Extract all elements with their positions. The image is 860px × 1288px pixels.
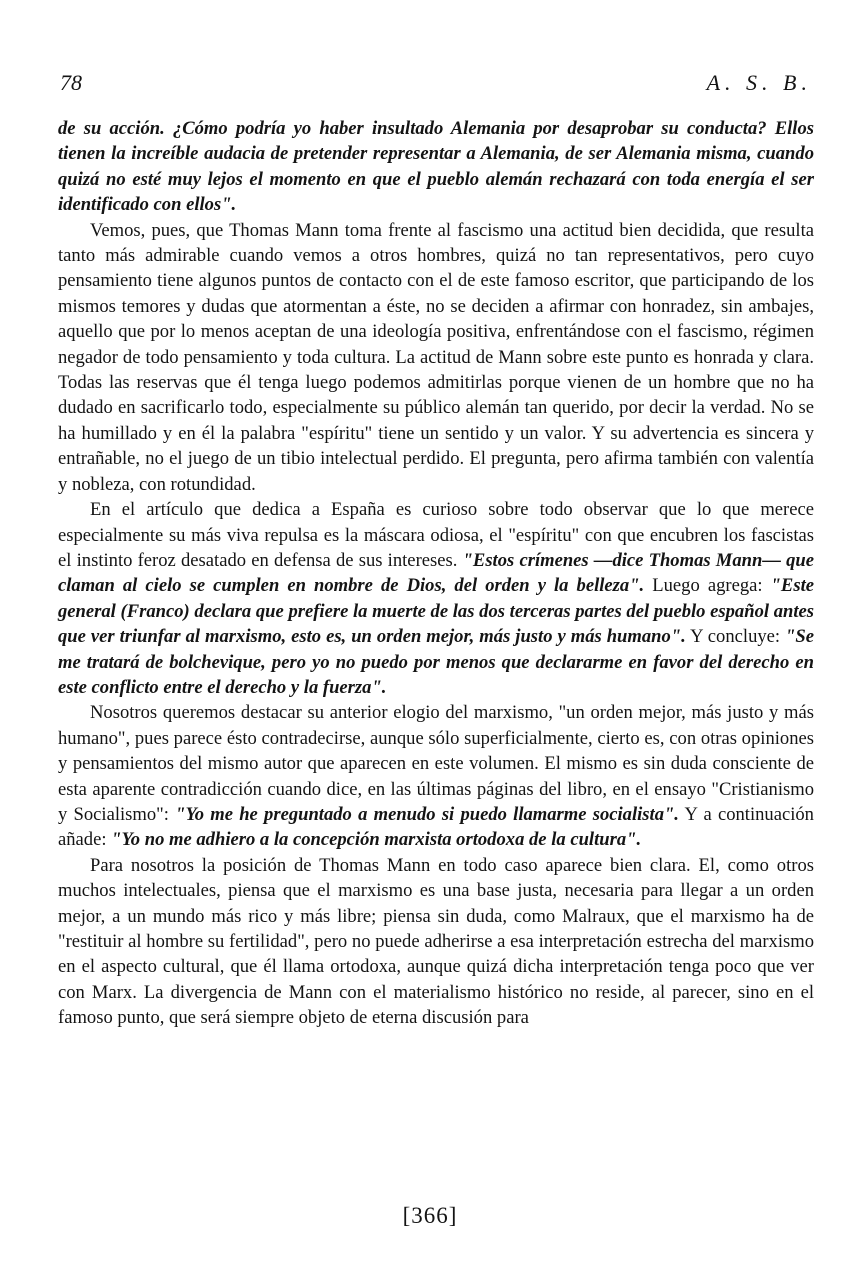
text-run: Luego agrega:: [644, 575, 771, 597]
quote-continuation: [58, 116, 814, 218]
text-run: Vemos, pues, que Thomas Mann toma frente al fascismo una actitud bien decidida, que resulta tanto más admirable cuando vemos a otros hombres, quizá no tan representativos, pero cuyo pensamiento tiene algunos puntos de contacto con el de este famoso escritor, que participando de los mismos temores y dudas que atormentan a éste, no se deciden a afirmar con honradez, sin ambajes, aquello que por lo menos aceptan de una ideología positiva, enfrentándose con el fascismo, régimen negador de todo pensamiento y toda cultura. La actitud de Mann sobre este punto es honrada y clara. Todas las reservas que él tenga luego podemos admitirlas porque vienen de un hombre que no ha dudado en sacrificarlo todo, especialmente su público alemán tan querido, por decir la verdad. No se ha humillado y en él la palabra "espíritu" tiene un sentido y un valor. Y su advertencia es sincera y entrañable, no el juego de un tibio intelectual perdido. El pregunta, pero afirma también con valentía y nobleza, con rotundidad.: [58, 219, 814, 495]
paragraph: [58, 700, 814, 852]
folio-number: [366]: [402, 1203, 458, 1228]
page-number: 78: [60, 70, 82, 95]
italic-quote: "Yo no me adhiero a la concepción marxista ortodoxa de la cultura".: [111, 829, 642, 851]
text-run: Nosotros queremos destacar su anterior elogio del marxismo, "un orden mejor, más justo y más humano", pues parece ésto contradecirse, aunque sólo superficialmente, cierto es, con otras opiniones y pensamientos del mismo autor que aparecen en este volumen. El mismo es sin duda consciente de esta aparente contradicción cuando dice, en las últimas páginas del libro, en el ensayo "Cristianismo y Socialismo":: [58, 702, 814, 825]
running-title: A. S. B.: [706, 70, 812, 95]
italic-quote: "Estos crímenes —dice Thomas Mann— que claman al cielo se cumplen en nombre de Dios, del orden y la belleza".: [58, 549, 814, 597]
text-run: En el artículo que dedica a España es curioso sobre todo observar que lo que merece especialmente su más viva repulsa es la máscara odiosa, el "espíritu" con que encubren los fascistas el instinto feroz desatado en defensa de sus intereses.: [58, 499, 814, 571]
text-run: Y a continuación añade:: [58, 803, 814, 851]
text-run: Y concluye:: [685, 626, 786, 648]
italic-quote: "Yo me he preguntado a menudo si puedo llamarme socialista".: [175, 803, 679, 825]
paragraph: [58, 853, 814, 1031]
italic-quote: "Se me tratará de bolchevique, pero yo no puedo por menos que declararme en favor del derecho en este conflicto entre el derecho y la fuerza".: [58, 626, 814, 698]
text-run: Para nosotros la posición de Thomas Mann en todo caso aparece bien clara. El, como otros muchos intelectuales, piensa que el marxismo es una base justa, necesaria para llegar a un orden mejor, a un mundo más rico y más libre; piensa sin duda, como Malraux, que el marxismo ha de "restituir al hombre su fertilidad", pero no puede adherirse a esa interpretación estrecha del marxismo en el aspecto cultural, que él llama ortodoxa, aunque quizá dicha interpretación tenga poco que ver con Marx. La divergencia de Mann con el materialismo histórico no reside, al parecer, sino en el famoso punto, que será siempre objeto de eterna discusión para: [58, 854, 814, 1029]
paragraph: [58, 218, 814, 497]
body-text: [58, 116, 814, 1031]
page-header: [60, 70, 812, 100]
italic-quote: "Este general (Franco) declara que prefiere la muerte de las dos terceras partes del pueblo español antes que ver triunfar al marxismo, esto es, un orden mejor, más justo y más humano".: [58, 575, 814, 648]
text-run: de su acción. ¿Cómo podría yo haber insultado Alemania por desaprobar su conducta? Ellos tienen la increíble audacia de pretender representar a Alemania, de ser Alemania misma, cuando quizá no esté muy lejos el momento en que el pueblo alemán rechazará con toda energía el ser identificado con ellos".: [58, 118, 814, 216]
paragraph: [58, 497, 814, 700]
